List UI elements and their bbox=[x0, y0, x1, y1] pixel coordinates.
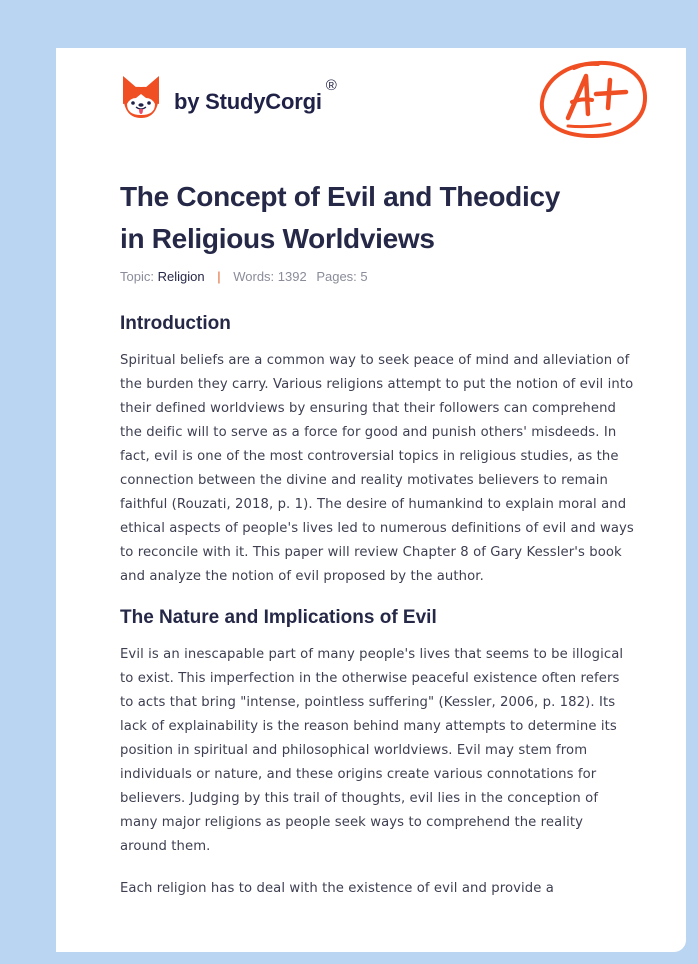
brand-name: by StudyCorgi bbox=[174, 89, 322, 114]
paragraph-introduction: Spiritual beliefs are a common way to seek peace of mind and alleviation of the burden they carry. Various religions attempt to put the notion of evil into their defined worldviews by ensuring that their followers can comprehend the deific will to serve as a force for good and punish others' misdeeds. In fact, evil is one of the most controversial topics in religious studies, as the connection between the divine and reality motivates believers to remain faithful (Rouzati, 2018, p. 1). The desire of humankind to explain moral and ethical aspects of people's lives led to numerous definitions of evil and ways to reconcile with it. This paper will review Chapter 8 of Gary Kessler's book and analyze the notion of evil proposed by the author. bbox=[120, 353, 634, 584]
a-plus-grade-icon bbox=[538, 58, 650, 140]
corgi-logo-icon bbox=[120, 74, 162, 120]
document-meta bbox=[120, 268, 634, 286]
topic-label: Topic: bbox=[120, 269, 154, 284]
title-line-2: in Religious Worldviews bbox=[120, 223, 435, 254]
header bbox=[56, 48, 686, 158]
paragraph-nature-1: Evil is an inescapable part of many people's lives that seems to be illogical to exist. This imperfection in the otherwise peaceful existence often refers to acts that bring "intense, pointless suffering" (Kessler, 2006, p. 182). Its lack of explainability is the reason behind many attempts to determine its position in spiritual and philosophical worldviews. Evil may stem from individuals or nature, and these origins create various connotations for believers. Judging by this trail of thoughts, evil lies in the conception of many major religions as people seek ways to comprehend the reality around them. bbox=[120, 647, 624, 854]
page-title bbox=[120, 176, 634, 260]
meta-separator: | bbox=[217, 269, 221, 284]
article-content bbox=[120, 176, 634, 901]
registered-mark: ® bbox=[325, 76, 337, 94]
section-heading-nature-of-evil: The Nature and Implications of Evil bbox=[120, 607, 437, 628]
section-heading-introduction: Introduction bbox=[120, 313, 231, 334]
paragraph-nature-2: Each religion has to deal with the existence of evil and provide a bbox=[120, 881, 554, 896]
page-count: Pages: 5 bbox=[316, 269, 368, 284]
topic-link[interactable]: Religion bbox=[157, 269, 205, 284]
document-card bbox=[56, 48, 686, 952]
title-line-1: The Concept of Evil and Theodicy bbox=[120, 181, 560, 212]
studycorgi-logo[interactable] bbox=[120, 74, 337, 120]
word-count: Words: 1392 bbox=[233, 269, 307, 284]
